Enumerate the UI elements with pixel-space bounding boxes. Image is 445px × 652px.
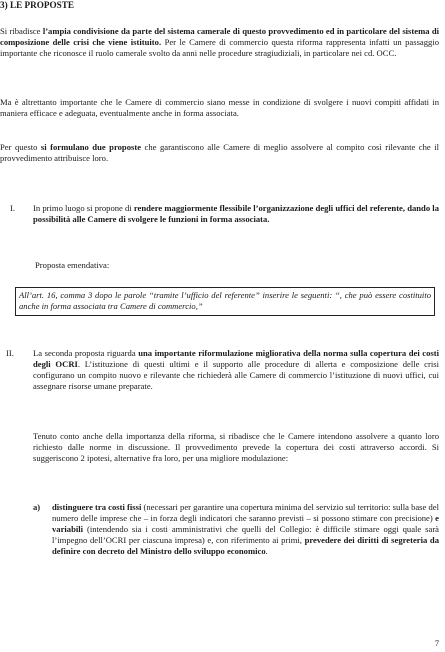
intro-paragraph-2: Ma è altrettanto importante che le Camere di commercio siano messe in condizione di svolgere i nuovi compiti affidati in maniera efficace e adeguata, eventualmente anche in forma associata. (0, 97, 439, 118)
amendment-box: All’art. 16, comma 3 dopo le parole “tramite l’ufficio del referente” inserire le seguenti: “, che può essere costituito anche in forma associata tra Camere di commercio,” (15, 287, 435, 316)
proposal-2-numeral: II. (6, 348, 14, 358)
section-heading: 3) LE PROPOSTE (0, 0, 75, 10)
proposal-2-paragraph-2: Tenuto conto anche della importanza della riforma, si ribadisce che le Camere intendono assolvere a quanto loro richiesto dalle norme in discussione. Il provvedimento prevede la copertura dei costi attraverso accordi. Si suggeriscono 2 ipotesi, alternative fra loro, per una migliore modulazione: (33, 431, 439, 463)
page-number: 7 (434, 638, 439, 648)
item-a-label: a) (33, 502, 41, 512)
proposal-1-text: In primo luogo si propone di rendere maggiormente flessibile l’organizzazione degli uffici del referente, dando la possibilità alle Camere di svolgere le funzioni in forma associata. (33, 203, 439, 224)
intro-paragraph-1: Si ribadisce l’ampia condivisione da parte del sistema camerale di questo provvedimento ed in particolare del sistema di composizione delle crisi che viene istituito. Per le Camere di commercio questa riforma rappresenta infatti un passaggio importante che riconosce il ruolo camerale svolto da anni nelle procedure stragiudiziali, in particolare nei cd. OCC. (0, 26, 440, 58)
proposal-2-paragraph-1: La seconda proposta riguarda una importante riformulazione migliorativa della norma sulla copertura dei costi degli OCRI. L’istituzione di questi ultimi e il supporto alle procedure di allerta e composizione delle crisi configurano un compito nuovo e rilevante che richiederà alle Camere di commercio l’istituzione di nuovi uffici, cui assegnare risorse umane preparate. (33, 348, 440, 391)
item-a-text: distinguere tra costi fissi (necessari per garantire una copertura minima del servizio sul territorio: sulla base del numero delle imprese che – in forza degli indicatori che saranno previsti – si possono stimare con precisione) e variabili (intendendo sia i costi amministrativi che quelli del Collegio: è difficile stimare oggi quale sarà l’impegno dell’OCRI per ciascuna impresa) e, con riferimento ai primi, prevedere dei diritti di segreteria da definire con decreto del Ministro dello sviluppo economico. (52, 502, 439, 556)
proposal-1-numeral: I. (10, 203, 16, 213)
amendment-label: Proposta emendativa: (35, 260, 110, 270)
intro-paragraph-3: Per questo si formulano due proposte che garantiscono alle Camere di meglio assolvere al compito così rilevante che il provvedimento attribuisce loro. (0, 142, 440, 163)
